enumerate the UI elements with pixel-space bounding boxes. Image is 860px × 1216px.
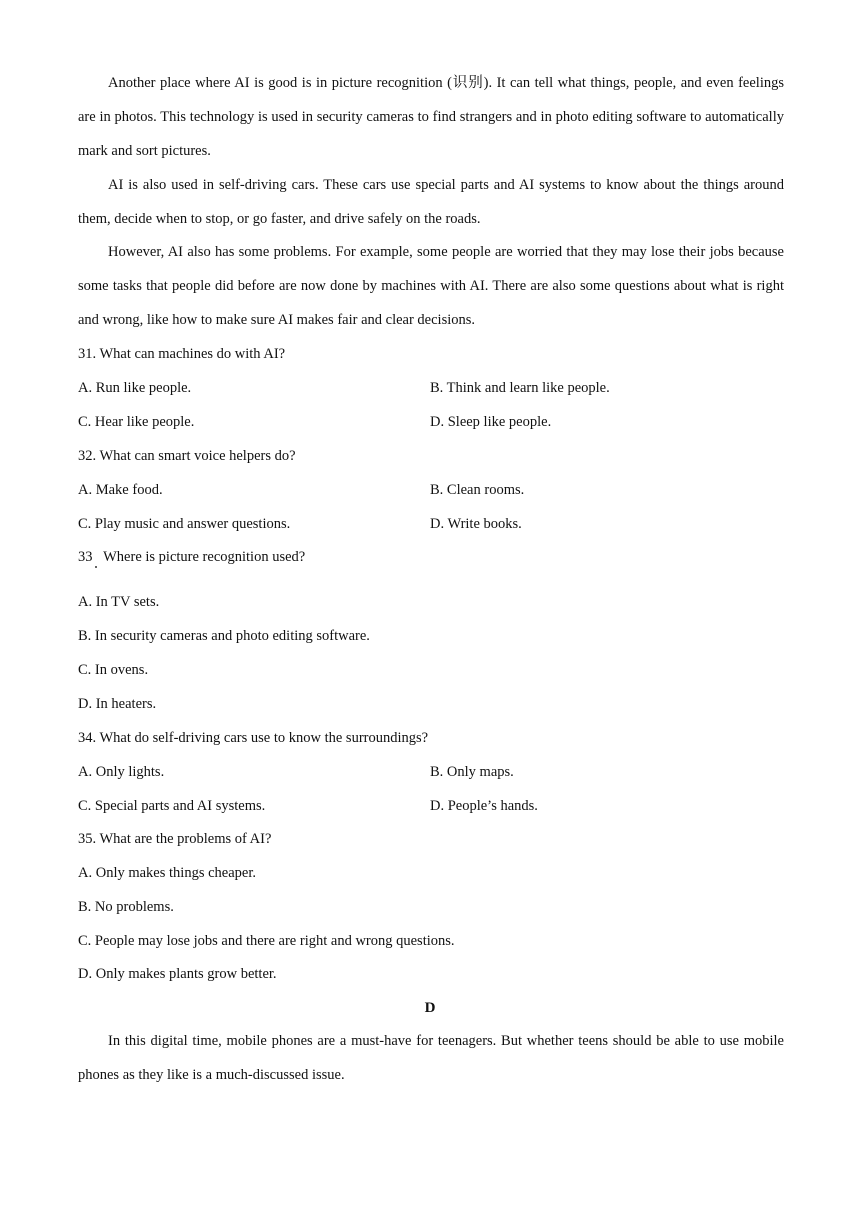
section-heading: D <box>424 1000 436 1016</box>
answer-option: B. Think and learn like people. <box>430 380 610 396</box>
question-stem: 31. What can machines do with AI? <box>78 346 286 362</box>
answer-option: B. In security cameras and photo editing software. <box>78 628 370 644</box>
passage-paragraph: In this digital time, mobile phones are a must-have for teenagers. But whether teens should be able to use mobile phones as they like is a much-discussed issue. <box>78 1033 784 1083</box>
answer-option: D. In heaters. <box>78 696 157 712</box>
answer-option: A. Run like people. <box>78 380 192 396</box>
answer-option: A. In TV sets. <box>78 594 160 610</box>
answer-option: D. Write books. <box>430 516 522 532</box>
answer-option: D. Only makes plants grow better. <box>78 966 277 982</box>
question-stem: 33 Where is picture recognition used? <box>78 549 306 565</box>
answer-option: A. Only makes things cheaper. <box>78 865 256 881</box>
answer-option: C. Hear like people. <box>78 414 195 430</box>
passage-paragraph: AI is also used in self-driving cars. These cars use special parts and AI systems to know about the things around them, decide when to stop, or go faster, and drive safely on the roads. <box>78 177 784 227</box>
answer-option: D. People’s hands. <box>430 798 538 814</box>
passage-paragraph: However, AI also has some problems. For example, some people are worried that they may lose their jobs because some tasks that people did before are now done by machines with AI. There are also some questions about what is right and wrong, like how to make sure AI makes fair and clear decisions. <box>78 244 784 328</box>
question-stem: 35. What are the problems of AI? <box>78 831 272 847</box>
answer-option: C. In ovens. <box>78 662 149 678</box>
answer-option: B. Only maps. <box>430 764 514 780</box>
answer-option: C. Special parts and AI systems. <box>78 798 266 814</box>
answer-option: C. Play music and answer questions. <box>78 516 291 532</box>
answer-option: A. Only lights. <box>78 764 165 780</box>
question-stem: 32. What can smart voice helpers do? <box>78 448 296 464</box>
stray-dot-mark <box>95 566 97 568</box>
answer-option: C. People may lose jobs and there are right and wrong questions. <box>78 933 455 949</box>
question-stem: 34. What do self-driving cars use to know the surroundings? <box>78 730 429 746</box>
answer-option: A. Make food. <box>78 482 163 498</box>
passage-paragraph: Another place where AI is good is in picture recognition (识别). It can tell what things, people, and even feelings are in photos. This technology is used in security cameras to find strangers and in photo editing software to automatically mark and sort pictures. <box>78 75 784 159</box>
answer-option: B. No problems. <box>78 899 174 915</box>
answer-option: B. Clean rooms. <box>430 482 525 498</box>
answer-option: D. Sleep like people. <box>430 414 552 430</box>
